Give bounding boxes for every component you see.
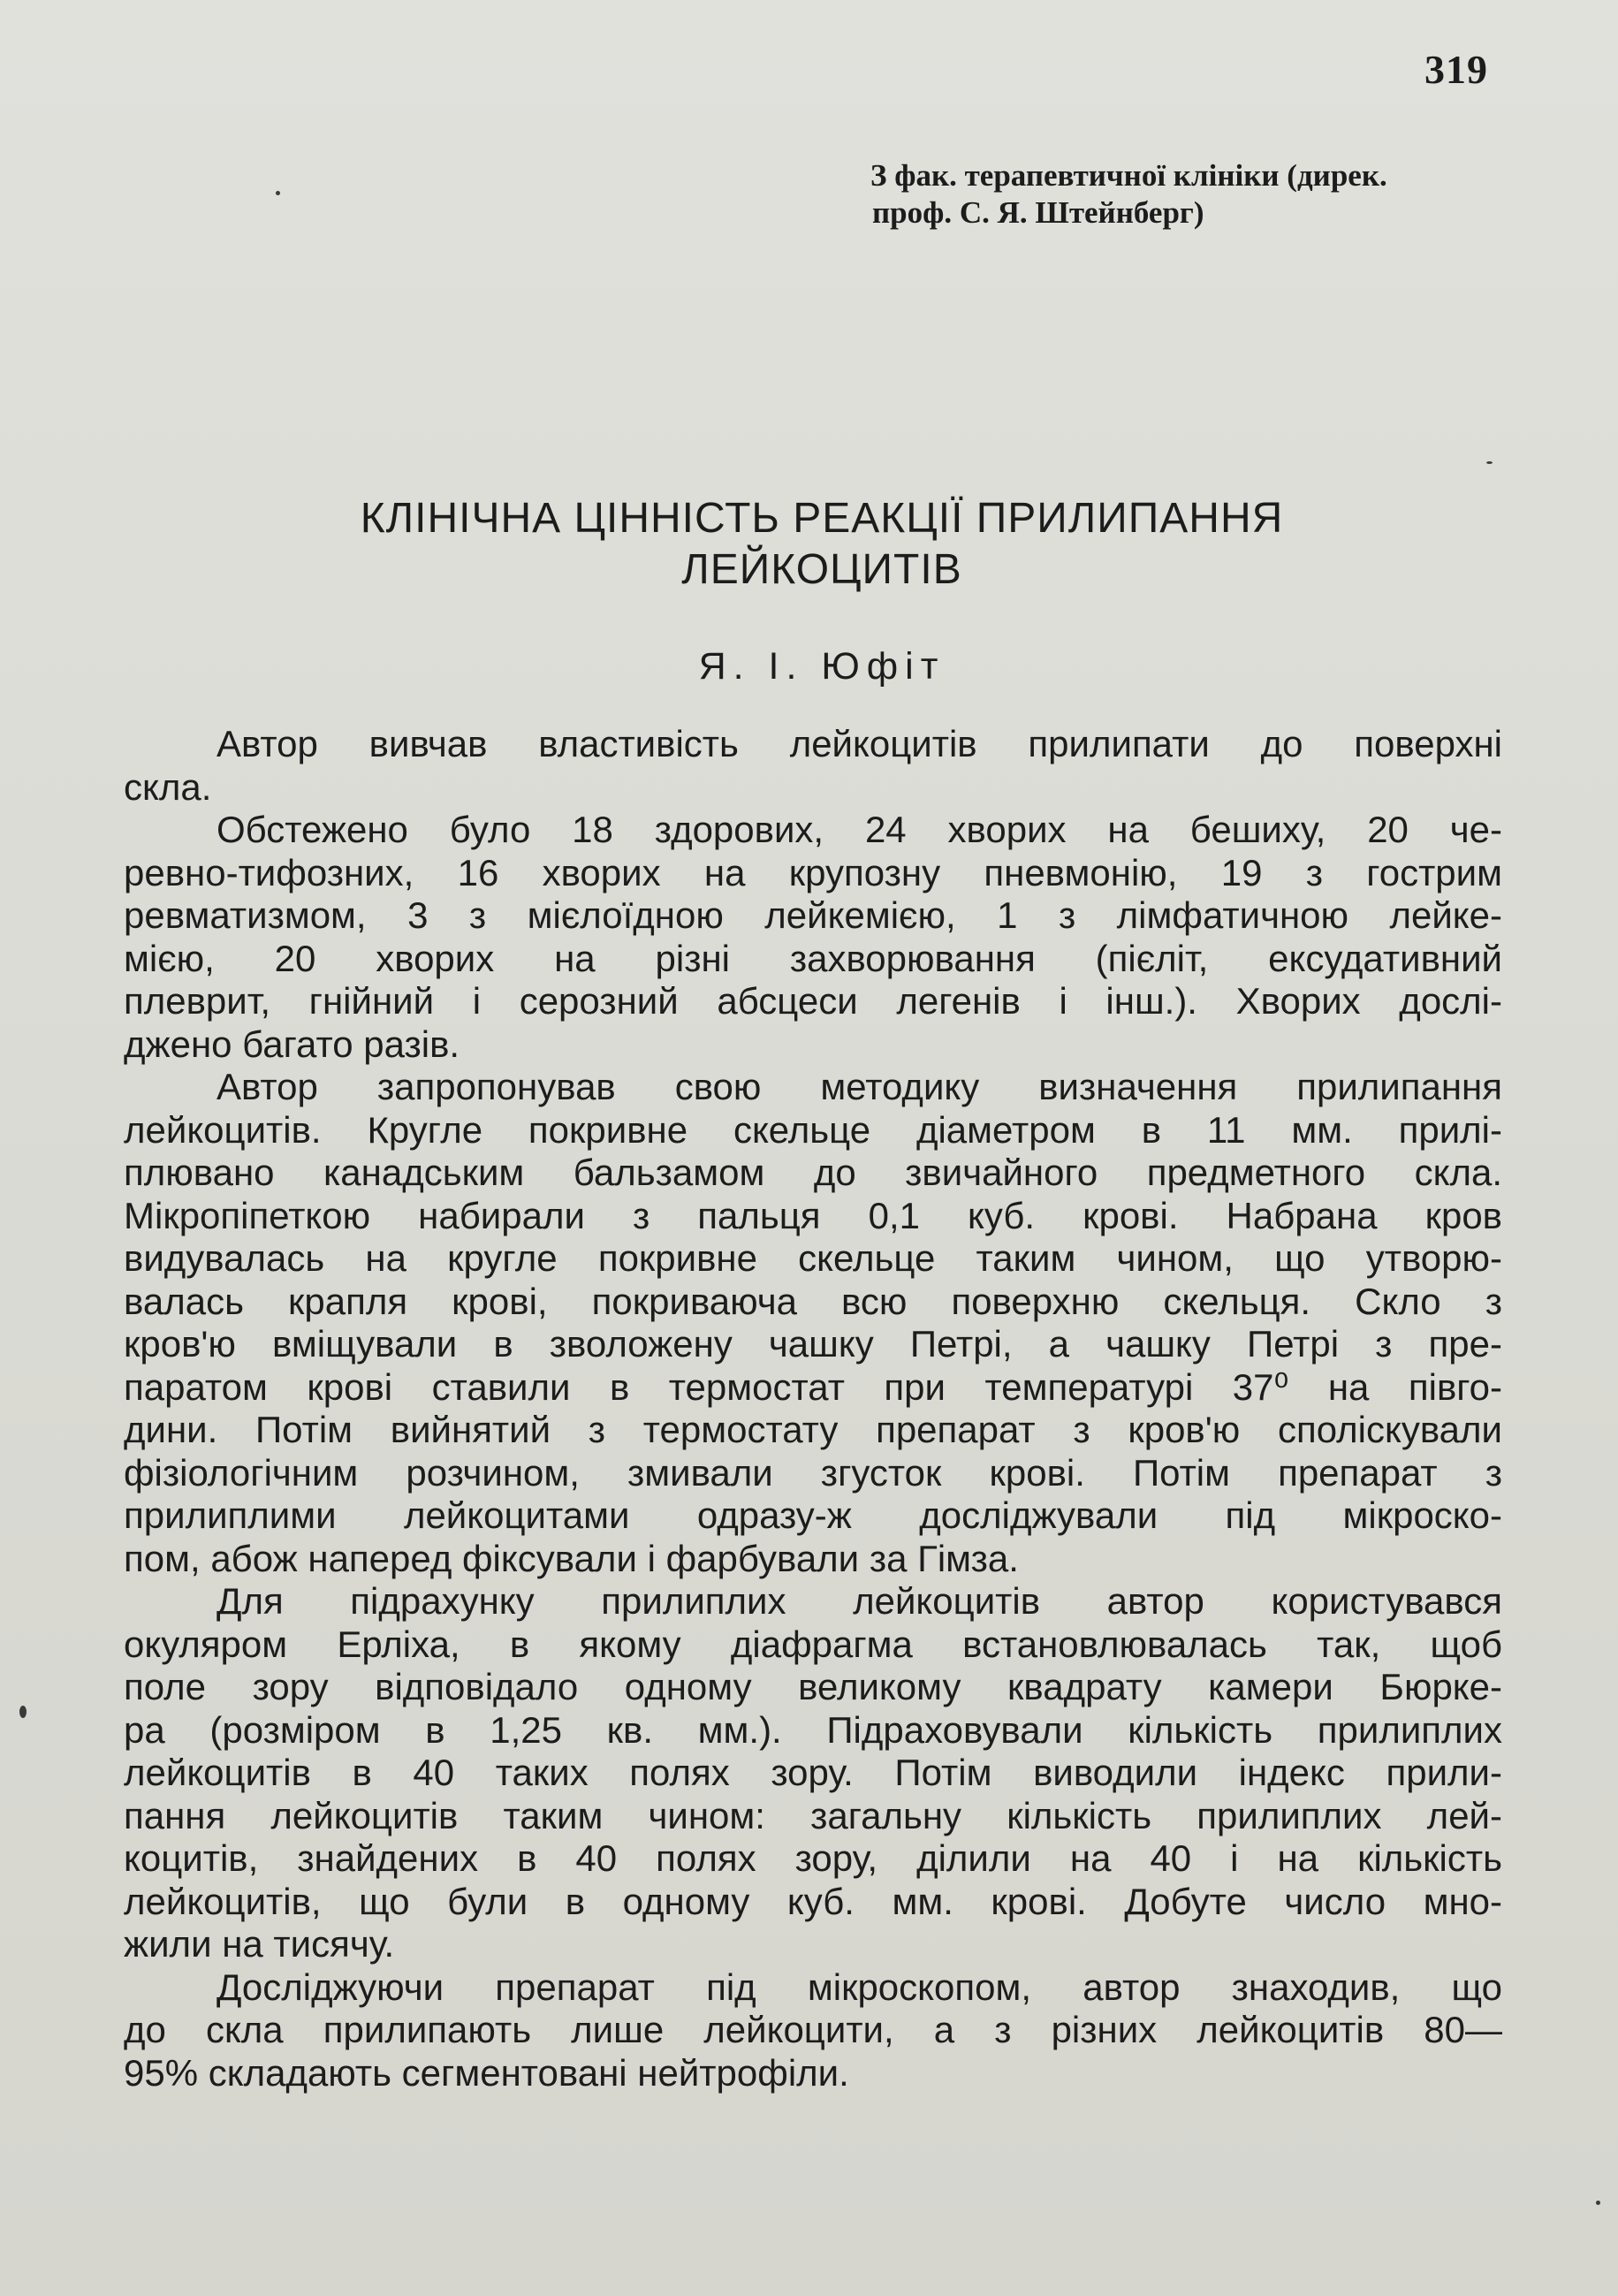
affiliation-note: [870, 157, 1507, 232]
paragraph-line: Автор вивчав властивість лейкоцитів прилипати до поверхні: [216, 723, 1502, 764]
paragraph-line: дини. Потім вийнятий з термостату препарат з кров'ю споліскували: [124, 1409, 1502, 1450]
paragraph-line: жили на тисячу.: [124, 1923, 395, 1965]
paragraph-line: ра (розміром в 1,25 кв. мм.). Підраховували кількість прилиплих: [124, 1708, 1502, 1751]
paragraph-line: мією, 20 хворих на різні захворювання (пієліт, ексудативний: [124, 937, 1502, 979]
paragraph-line: поле зору відповідало одному великому квадрату камери Бюрке-: [124, 1666, 1502, 1707]
paragraph-line: Мікропіпеткою набирали з пальця 0,1 куб. крові. Набрана кров: [124, 1194, 1502, 1236]
paragraph-line: окуляром Ерліха, в якому діафрагма встановлювалась так, щоб: [124, 1623, 1502, 1665]
scan-speck: [1486, 461, 1493, 464]
article-body: [124, 723, 1502, 2095]
paragraph-line: Досліджуючи препарат під мікроскопом, автор знаходив, що: [216, 1965, 1502, 2008]
paragraph-line: кров'ю вміщували в зволожену чашку Петрі, а чашку Петрі з пре-: [124, 1323, 1502, 1365]
paragraph-line: коцитів, знайдених в 40 полях зору, ділили на 40 і на кількість: [124, 1837, 1502, 1879]
affiliation-line: З фак. терапевтичної клініки (дирек.: [870, 158, 1387, 193]
scan-speck: [19, 1706, 27, 1718]
paragraph-line: прилиплими лейкоцитами одразу-ж досліджували під мікроско-: [124, 1494, 1502, 1536]
paragraph-line: 95% складають сегментовані нейтрофіли.: [124, 2051, 849, 2094]
paragraph-line: ревматизмом, 3 з мієлоїдною лейкемією, 1 з лімфатичною лейке-: [124, 894, 1502, 936]
paragraph-line: Автор запропонував свою методику визначення прилипання: [216, 1066, 1502, 1107]
page-number: 319: [1424, 47, 1488, 92]
paragraph-line: пом, абож наперед фіксували і фарбували за Гімза.: [124, 1537, 1019, 1579]
paragraph-line: фізіологічним розчином, змивали згусток крові. Потім препарат з: [124, 1451, 1502, 1494]
paragraph-line: ревно-тифозних, 16 хворих на крупозну пневмонію, 19 з гострим: [124, 851, 1502, 893]
affiliation-line: проф. С. Я. Штейнберг): [872, 195, 1204, 230]
paragraph-line: видувалась на кругле покривне скельце таким чином, що утворю-: [124, 1237, 1502, 1279]
paragraph-line: скла.: [124, 765, 212, 808]
paragraph-line: пання лейкоцитів таким чином: загальну кількість прилиплих лей-: [124, 1794, 1502, 1836]
paragraph-line: паратом крові ставили в термостат при температурі 37⁰ на півго-: [124, 1365, 1502, 1408]
title-line: ЛЕЙКОЦИТІВ: [681, 546, 962, 593]
article-author: Я. І. Юфіт: [698, 645, 946, 688]
article-title: [0, 493, 1618, 596]
scan-speck: [1596, 2201, 1600, 2205]
paragraph-line: лейкоцитів, що були в одному куб. мм. крові. Добуте число мно-: [124, 1880, 1502, 1922]
scan-speck: [276, 191, 280, 195]
paragraph-line: джено багато разів.: [124, 1023, 460, 1065]
paragraph-line: Для підрахунку прилиплих лейкоцитів автор користувався: [216, 1580, 1502, 1622]
paragraph-line: Обстежено було 18 здорових, 24 хворих на бешиху, 20 че-: [216, 809, 1502, 850]
paragraph-line: лейкоцитів в 40 таких полях зору. Потім виводили індекс прили-: [124, 1752, 1502, 1793]
title-line: КЛІНІЧНА ЦІННІСТЬ РЕАКЦІЇ ПРИЛИПАННЯ: [360, 495, 1284, 542]
paragraph-line: валась крапля крові, покриваюча всю поверхню скельця. Скло з: [124, 1280, 1502, 1322]
paragraph-line: плеврит, гнійний і серозний абсцеси легенів і інш.). Хворих дослі-: [124, 980, 1502, 1022]
paragraph-line: плювано канадським бальзамом до звичайного предметного скла.: [124, 1152, 1502, 1193]
paragraph-line: лейкоцитів. Кругле покривне скельце діаметром в 11 мм. прилі-: [124, 1108, 1502, 1151]
paragraph-line: до скла прилипають лише лейкоцити, а з різних лейкоцитів 80—: [124, 2009, 1502, 2050]
